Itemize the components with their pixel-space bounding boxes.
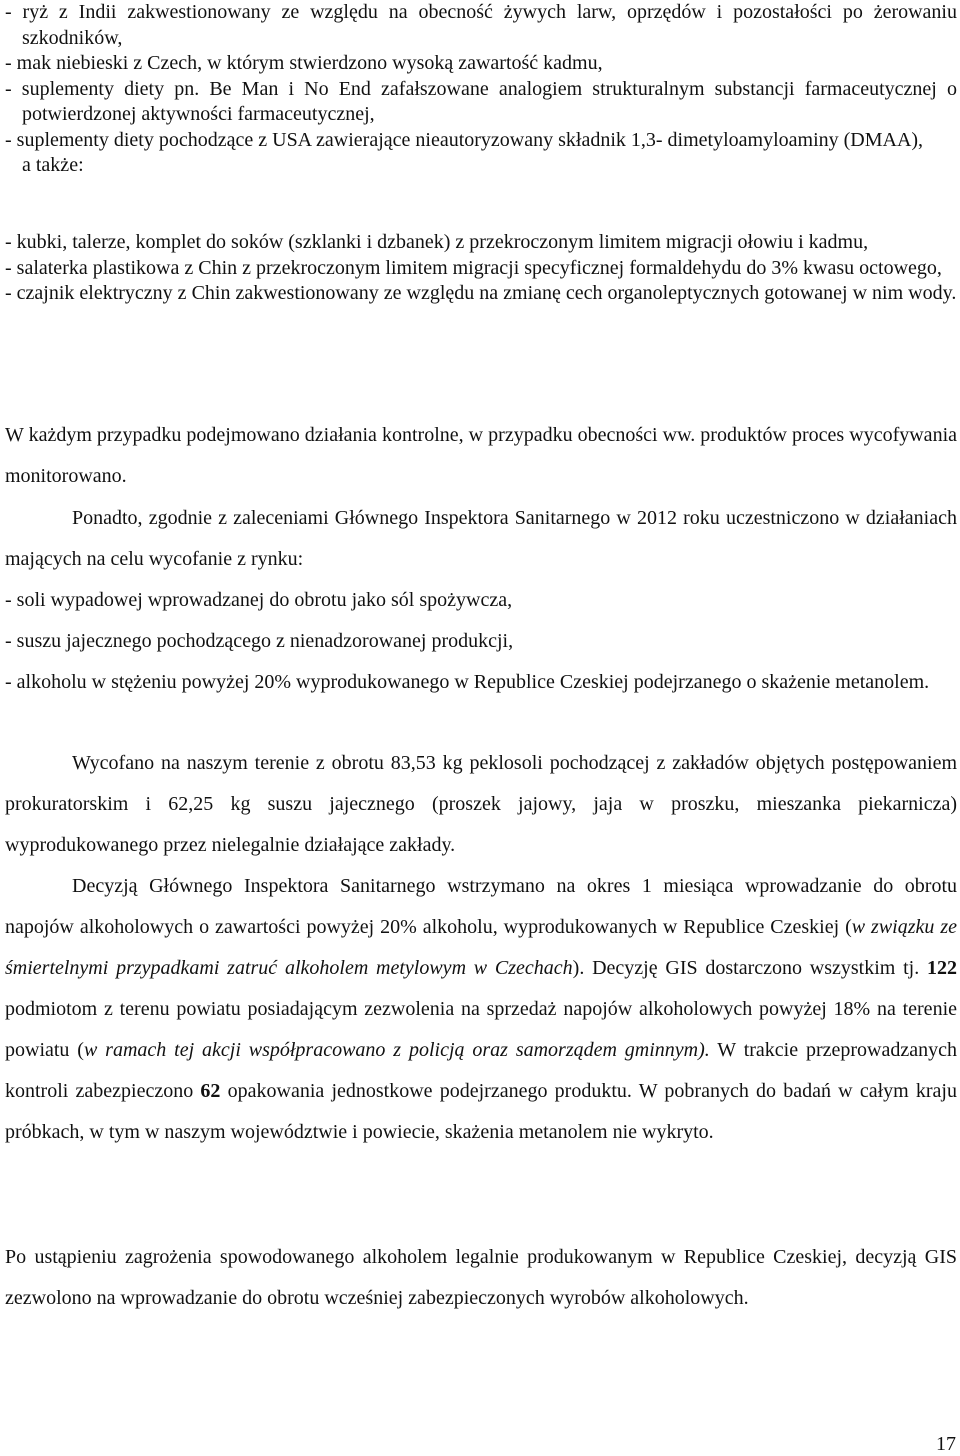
list-item: - czajnik elektryczny z Chin zakwestionowany ze względu na zmianę cech organoleptycznych gotowanej w nim wody. xyxy=(5,282,957,304)
paragraph-control-actions: W każdym przypadku podejmowano działania kontrolne, w przypadku obecności ww. produktów proces wycofywania monitorowano. xyxy=(5,424,957,487)
list-item: - suszu jajecznego pochodzącego z nienadzorowanej produkcji, xyxy=(5,630,514,652)
list-item: - suplementy diety pochodzące z USA zawierające nieautoryzowany składnik 1,3- dimetyloamyloaminy (DMAA), xyxy=(5,128,924,151)
list-withdrawn-products xyxy=(5,580,957,703)
list-goods xyxy=(5,230,957,307)
paragraph-withdrawn-quantities: Wycofano na naszym terenie z obrotu 83,53 kg peklosoli pochodzącej z zakładów objętych postępowaniem prokuratorskim i 62,25 kg suszu jajecznego (proszek jajowy, jaja w proszku, mieszanka piekarnicza) wyprodukowanego przez nielegalnie działające zakłady. xyxy=(5,752,957,856)
page-number: 17 xyxy=(936,1433,956,1455)
list-item: - mak niebieski z Czech, w którym stwierdzono wysoką zawartość kadmu, xyxy=(5,52,603,74)
list-item: - soli wypadowej wprowadzanej do obrotu jako sól spożywcza, xyxy=(5,589,513,611)
paragraph-gis-decision: Decyzją Głównego Inspektora Sanitarnego wstrzymano na okres 1 miesiąca wprowadzanie do obrotu napojów alkoholowych o zawartości powyżej 20% alkoholu, wyprodukowanych w Republice Czeskiej (w związku ze śmiertelnymi przypadkami zatruć alkoholem metylowym w Czechach). Decyzję GIS dostarczono wszystkim tj. 122 podmiotom z terenu powiatu posiadającym zezwolenia na sprzedaż napojów alkoholowych powyżej 18% na terenie powiatu (w ramach tej akcji współpracowano z policją oraz samorządem gminnym). W trakcie przeprowadzanych kontroli zabezpieczono 62 opakowania jednostkowe podejrzanego produktu. W pobranych do badań w całym kraju próbkach, w tym w naszym województwie i powiecie, skażenia metanolem nie wykryto. xyxy=(5,875,957,1143)
paragraph-final-decision: Po ustąpieniu zagrożenia spowodowanego alkoholem legalnie produkowanym w Republice Czeskiej, decyzją GIS zezwolono na wprowadzanie do obrotu wcześniej zabezpieczonych wyrobów alkoholowych. xyxy=(5,1246,957,1309)
list-suspect-food xyxy=(5,0,957,179)
list-item: - suplementy diety pn. Be Man i No End zafałszowane analogiem strukturalnym substancji farmaceutycznej o potwierdzonej aktywności farmaceutycznej, xyxy=(5,77,957,125)
list-item: - kubki, talerze, komplet do soków (szklanki i dzbanek) z przekroczonym limitem migracji ołowiu i kadmu, xyxy=(5,231,869,253)
list-item: - salaterka plastikowa z Chin z przekroczonym limitem migracji specyficznej formaldehydu do 3% kwasu octowego, xyxy=(5,256,942,279)
paragraph-gis-recommendations: Ponadto, zgodnie z zaleceniami Głównego Inspektora Sanitarnego w 2012 roku uczestniczono w działaniach mających na celu wycofanie z rynku: xyxy=(5,507,957,570)
also-label: a także: xyxy=(22,154,84,176)
list-item: - alkoholu w stężeniu powyżej 20% wyprodukowanego w Republice Czeskiej podejrzanego o skażenie metanolem. xyxy=(5,671,930,693)
list-item: - ryż z Indii zakwestionowany ze względu na obecność żywych larw, oprzędów i pozostałości po żerowaniu szkodników, xyxy=(5,1,957,49)
